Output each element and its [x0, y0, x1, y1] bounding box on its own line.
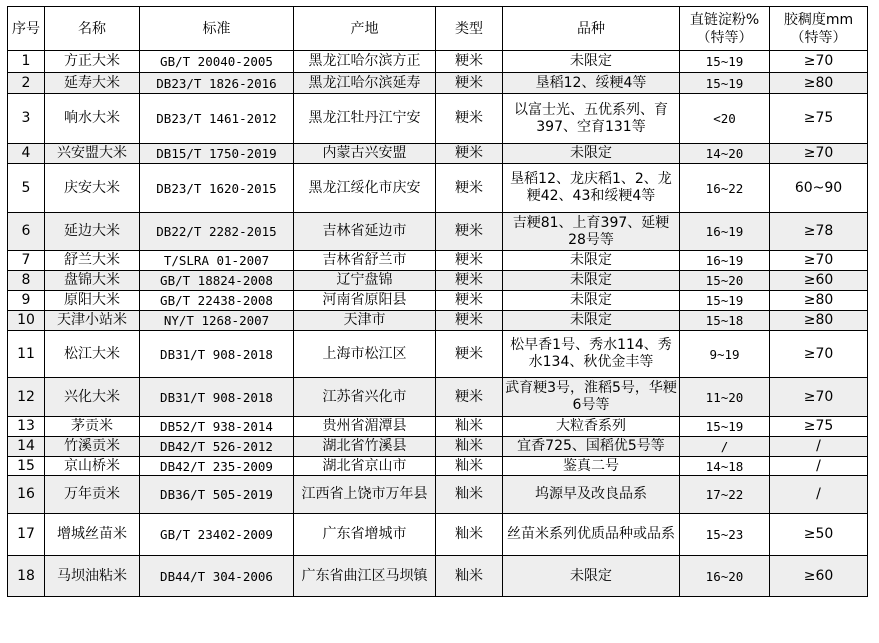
- header-type: 类型: [436, 7, 503, 51]
- table-row: [8, 378, 868, 417]
- cell-type: 籼米: [436, 437, 503, 457]
- cell-no: 17: [8, 514, 45, 556]
- cell-amylose: 15~19: [680, 291, 770, 311]
- cell-name: 万年贡米: [45, 476, 140, 514]
- cell-variety: 大粒香系列: [503, 417, 680, 437]
- cell-standard: DB23/T 1826-2016: [140, 73, 294, 94]
- cell-origin: 黑龙江哈尔滨方正: [294, 51, 436, 73]
- cell-amylose: 15~19: [680, 417, 770, 437]
- cell-no: 16: [8, 476, 45, 514]
- cell-type: 粳米: [436, 144, 503, 164]
- cell-standard: DB36/T 505-2019: [140, 476, 294, 514]
- cell-type: 粳米: [436, 271, 503, 291]
- table-row: [8, 144, 868, 164]
- cell-name: 天津小站米: [45, 311, 140, 331]
- header-amylose-line1: 直链淀粉%: [689, 11, 760, 28]
- cell-gel-consistency: ≥70: [770, 251, 868, 271]
- cell-origin: 广东省增城市: [294, 514, 436, 556]
- cell-origin: 吉林省延边市: [294, 213, 436, 251]
- cell-gel-consistency: /: [770, 476, 868, 514]
- cell-standard: DB23/T 1461-2012: [140, 94, 294, 144]
- table-row: [8, 311, 868, 331]
- cell-origin: 内蒙古兴安盟: [294, 144, 436, 164]
- cell-amylose: 14~20: [680, 144, 770, 164]
- header-gel-line1: 胶稠度mm: [783, 11, 854, 28]
- cell-variety: 宜香725、国稻优5号等: [503, 437, 680, 457]
- cell-origin: 吉林省舒兰市: [294, 251, 436, 271]
- cell-standard: T/SLRA 01-2007: [140, 251, 294, 271]
- cell-amylose: 15~23: [680, 514, 770, 556]
- cell-standard: DB52/T 938-2014: [140, 417, 294, 437]
- cell-amylose: 15~19: [680, 51, 770, 73]
- cell-type: 粳米: [436, 213, 503, 251]
- cell-variety: 垦稻12、绥粳4等: [503, 73, 680, 94]
- cell-no: 14: [8, 437, 45, 457]
- cell-type: 粳米: [436, 331, 503, 378]
- cell-type: 粳米: [436, 51, 503, 73]
- cell-type: 粳米: [436, 164, 503, 213]
- cell-gel-consistency: ≥80: [770, 311, 868, 331]
- header-no: 序号: [8, 7, 45, 51]
- cell-name: 响水大米: [45, 94, 140, 144]
- cell-origin: 湖北省京山市: [294, 457, 436, 476]
- cell-no: 5: [8, 164, 45, 213]
- cell-amylose: 17~22: [680, 476, 770, 514]
- table-row: [8, 291, 868, 311]
- cell-name: 兴化大米: [45, 378, 140, 417]
- cell-no: 6: [8, 213, 45, 251]
- table-row: [8, 271, 868, 291]
- cell-variety: 坞源早及改良品系: [503, 476, 680, 514]
- cell-variety: 未限定: [503, 311, 680, 331]
- cell-name: 茅贡米: [45, 417, 140, 437]
- cell-name: 马坝油粘米: [45, 556, 140, 597]
- cell-type: 粳米: [436, 378, 503, 417]
- cell-standard: GB/T 20040-2005: [140, 51, 294, 73]
- cell-name: 盘锦大米: [45, 271, 140, 291]
- cell-name: 延寿大米: [45, 73, 140, 94]
- cell-variety: 以富士光、五优系列、育397、空育131等: [503, 94, 680, 144]
- cell-type: 粳米: [436, 73, 503, 94]
- cell-origin: 上海市松江区: [294, 331, 436, 378]
- cell-amylose: 14~18: [680, 457, 770, 476]
- cell-name: 庆安大米: [45, 164, 140, 213]
- cell-standard: GB/T 18824-2008: [140, 271, 294, 291]
- cell-origin: 黑龙江哈尔滨延寿: [294, 73, 436, 94]
- cell-no: 18: [8, 556, 45, 597]
- cell-origin: 湖北省竹溪县: [294, 437, 436, 457]
- cell-type: 粳米: [436, 291, 503, 311]
- cell-type: 粳米: [436, 311, 503, 331]
- cell-variety: 吉粳81、上育397、延粳28号等: [503, 213, 680, 251]
- cell-variety: 未限定: [503, 251, 680, 271]
- header-gel-line2: （特等）: [790, 29, 847, 46]
- cell-standard: DB31/T 908-2018: [140, 331, 294, 378]
- cell-origin: 辽宁盘锦: [294, 271, 436, 291]
- cell-amylose: 9~19: [680, 331, 770, 378]
- cell-no: 12: [8, 378, 45, 417]
- cell-type: 籼米: [436, 417, 503, 437]
- table-row: [8, 94, 868, 144]
- cell-no: 13: [8, 417, 45, 437]
- cell-name: 增城丝苗米: [45, 514, 140, 556]
- cell-origin: 江苏省兴化市: [294, 378, 436, 417]
- cell-standard: DB42/T 235-2009: [140, 457, 294, 476]
- cell-gel-consistency: ≥75: [770, 417, 868, 437]
- cell-amylose: 16~19: [680, 213, 770, 251]
- cell-no: 11: [8, 331, 45, 378]
- cell-gel-consistency: ≥70: [770, 378, 868, 417]
- header-gel-consistency: [770, 7, 868, 51]
- cell-standard: DB23/T 1620-2015: [140, 164, 294, 213]
- cell-standard: DB22/T 2282-2015: [140, 213, 294, 251]
- cell-variety: 未限定: [503, 51, 680, 73]
- cell-gel-consistency: /: [770, 437, 868, 457]
- cell-type: 籼米: [436, 556, 503, 597]
- table-row: [8, 514, 868, 556]
- cell-name: 兴安盟大米: [45, 144, 140, 164]
- cell-standard: DB44/T 304-2006: [140, 556, 294, 597]
- table-row: [8, 51, 868, 73]
- header-origin: 产地: [294, 7, 436, 51]
- cell-origin: 河南省原阳县: [294, 291, 436, 311]
- cell-standard: GB/T 23402-2009: [140, 514, 294, 556]
- cell-name: 方正大米: [45, 51, 140, 73]
- cell-variety: 松早香1号、秀水114、秀水134、秋优金丰等: [503, 331, 680, 378]
- cell-no: 15: [8, 457, 45, 476]
- cell-gel-consistency: ≥75: [770, 94, 868, 144]
- cell-origin: 天津市: [294, 311, 436, 331]
- cell-variety: 武育粳3号，淮稻5号，华粳6号等: [503, 378, 680, 417]
- cell-gel-consistency: ≥50: [770, 514, 868, 556]
- cell-origin: 江西省上饶市万年县: [294, 476, 436, 514]
- table-row: [8, 164, 868, 213]
- cell-origin: 贵州省湄潭县: [294, 417, 436, 437]
- cell-type: 粳米: [436, 251, 503, 271]
- cell-gel-consistency: ≥70: [770, 144, 868, 164]
- cell-amylose: 16~22: [680, 164, 770, 213]
- cell-amylose: /: [680, 437, 770, 457]
- cell-gel-consistency: 60~90: [770, 164, 868, 213]
- cell-name: 京山桥米: [45, 457, 140, 476]
- header-amylose: [680, 7, 770, 51]
- cell-no: 7: [8, 251, 45, 271]
- cell-no: 2: [8, 73, 45, 94]
- rice-standards-table: [7, 6, 868, 597]
- cell-amylose: 15~20: [680, 271, 770, 291]
- cell-variety: 鉴真二号: [503, 457, 680, 476]
- cell-variety: 未限定: [503, 271, 680, 291]
- cell-name: 原阳大米: [45, 291, 140, 311]
- table-row: [8, 417, 868, 437]
- table-row: [8, 476, 868, 514]
- cell-amylose: <20: [680, 94, 770, 144]
- table-row: [8, 251, 868, 271]
- cell-standard: DB42/T 526-2012: [140, 437, 294, 457]
- header-standard: 标准: [140, 7, 294, 51]
- cell-amylose: 16~20: [680, 556, 770, 597]
- cell-origin: 广东省曲江区马坝镇: [294, 556, 436, 597]
- cell-standard: GB/T 22438-2008: [140, 291, 294, 311]
- table-row: [8, 457, 868, 476]
- cell-gel-consistency: ≥80: [770, 73, 868, 94]
- cell-amylose: 16~19: [680, 251, 770, 271]
- cell-type: 籼米: [436, 514, 503, 556]
- cell-name: 延边大米: [45, 213, 140, 251]
- cell-standard: DB31/T 908-2018: [140, 378, 294, 417]
- header-variety: 品种: [503, 7, 680, 51]
- table-row: [8, 331, 868, 378]
- cell-standard: DB15/T 1750-2019: [140, 144, 294, 164]
- cell-no: 1: [8, 51, 45, 73]
- header-name: 名称: [45, 7, 140, 51]
- cell-gel-consistency: ≥80: [770, 291, 868, 311]
- cell-gel-consistency: ≥78: [770, 213, 868, 251]
- header-row: [8, 7, 868, 51]
- cell-origin: 黑龙江牡丹江宁安: [294, 94, 436, 144]
- table-row: [8, 556, 868, 597]
- header-amylose-line2: （特等）: [696, 29, 753, 46]
- cell-variety: 垦稻12、龙庆稻1、2、龙粳42、43和绥粳4等: [503, 164, 680, 213]
- cell-type: 粳米: [436, 94, 503, 144]
- cell-name: 舒兰大米: [45, 251, 140, 271]
- cell-gel-consistency: ≥60: [770, 271, 868, 291]
- cell-gel-consistency: ≥70: [770, 51, 868, 73]
- cell-no: 4: [8, 144, 45, 164]
- cell-no: 9: [8, 291, 45, 311]
- table-row: [8, 437, 868, 457]
- cell-name: 松江大米: [45, 331, 140, 378]
- cell-no: 8: [8, 271, 45, 291]
- cell-name: 竹溪贡米: [45, 437, 140, 457]
- cell-amylose: 11~20: [680, 378, 770, 417]
- cell-standard: NY/T 1268-2007: [140, 311, 294, 331]
- cell-variety: 未限定: [503, 144, 680, 164]
- cell-type: 籼米: [436, 457, 503, 476]
- cell-variety: 未限定: [503, 291, 680, 311]
- cell-amylose: 15~18: [680, 311, 770, 331]
- cell-gel-consistency: /: [770, 457, 868, 476]
- table-row: [8, 213, 868, 251]
- table-row: [8, 73, 868, 94]
- cell-gel-consistency: ≥70: [770, 331, 868, 378]
- cell-no: 3: [8, 94, 45, 144]
- cell-variety: 未限定: [503, 556, 680, 597]
- cell-no: 10: [8, 311, 45, 331]
- cell-origin: 黑龙江绥化市庆安: [294, 164, 436, 213]
- cell-gel-consistency: ≥60: [770, 556, 868, 597]
- cell-variety: 丝苗米系列优质品种或品系: [503, 514, 680, 556]
- cell-amylose: 15~19: [680, 73, 770, 94]
- cell-type: 籼米: [436, 476, 503, 514]
